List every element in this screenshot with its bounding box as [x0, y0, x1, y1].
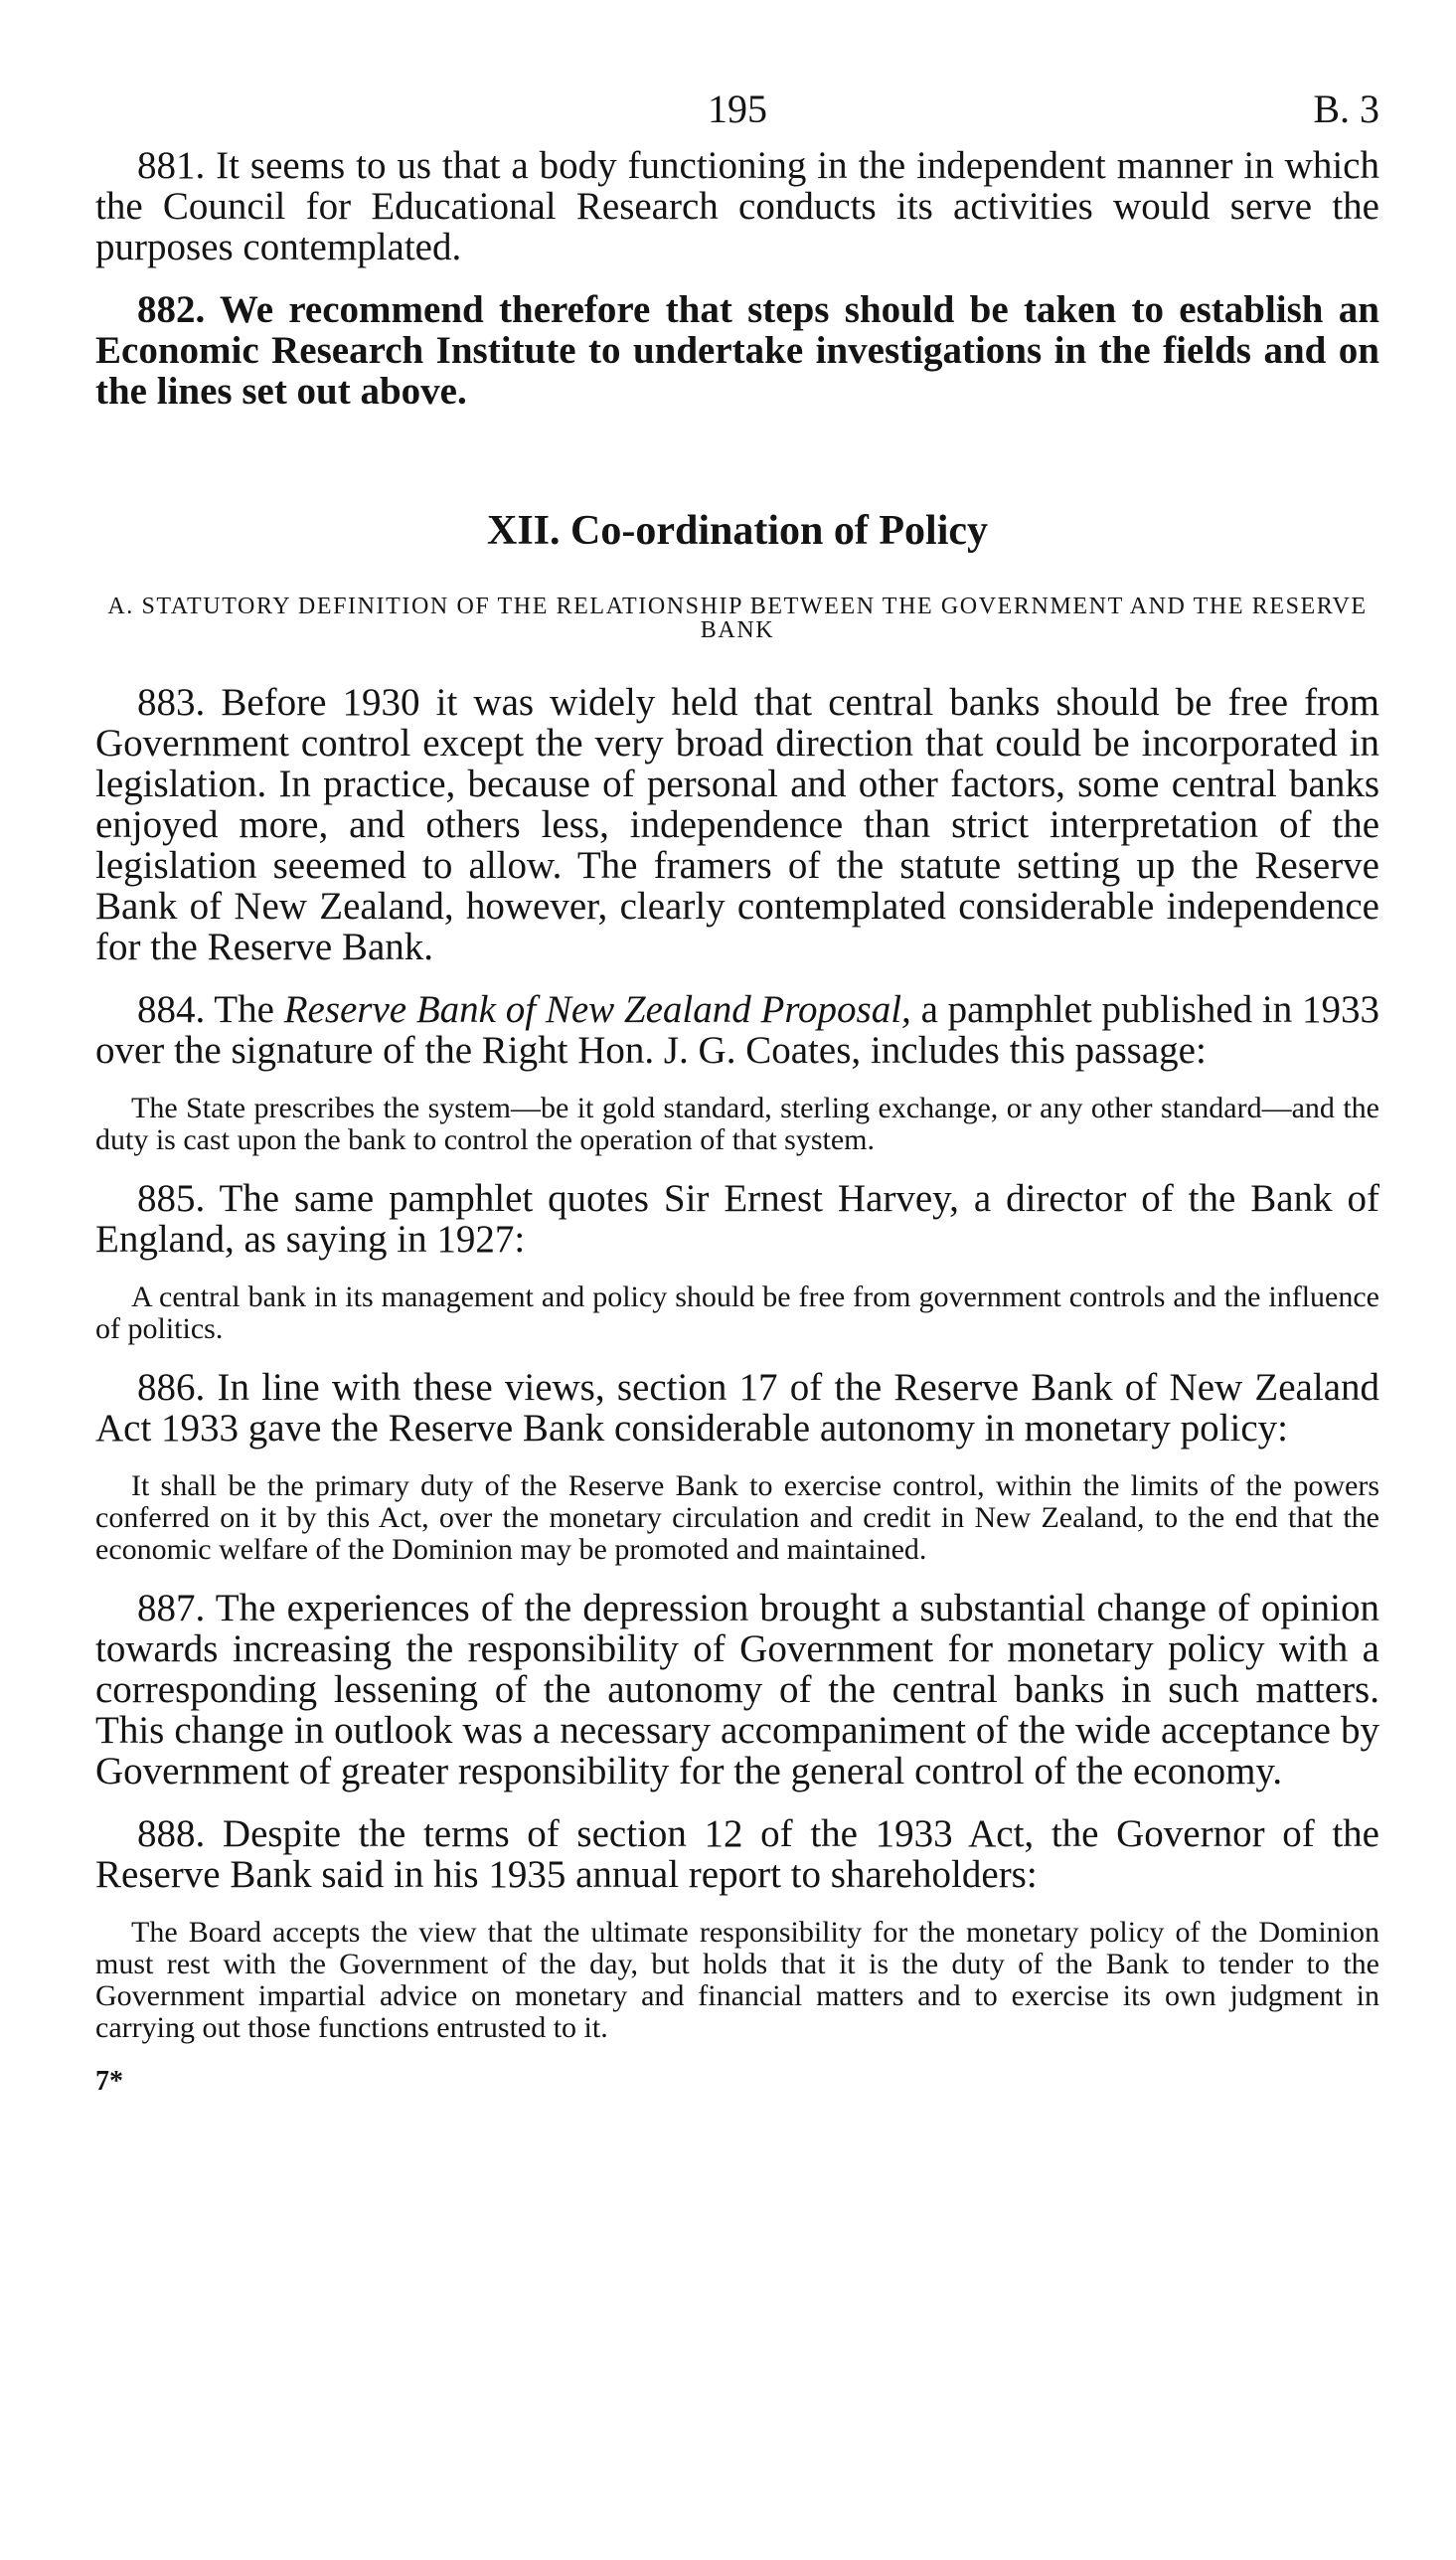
quote-888: The Board accepts the view that the ultimate responsibility for the monetary policy of the Dominion must rest with the Government of the day, but holds that it is the duty of the Bank to tender to the Government impartial advice on monetary and financial matters and to exercise its own judgment in carrying out those functions entrusted to it. [95, 1916, 1379, 2044]
page-number: 195 [708, 86, 767, 131]
paragraph-885: 885. The same pamphlet quotes Sir Ernest Harvey, a director of the Bank of England, as saying in 1927: [95, 1177, 1379, 1261]
pamphlet-title: Reserve Bank of New Zealand Proposal, [283, 988, 911, 1031]
paragraph-884 [95, 989, 1379, 1071]
document-page [95, 80, 1379, 2098]
paragraph-887: 887. The experiences of the depression brought a substantial change of opinion towards increasing the responsibility of Government for monetary policy with a corresponding lessening of the autonomy of the central banks in such matters. This change in outlook was a necessary accompaniment of the wide acceptance by Government of greater responsibility for the general control of the economy. [95, 1587, 1379, 1792]
section-title: XII. Co-ordination of Policy [487, 508, 988, 554]
paragraph-884-rest: a pamphlet published in 1933 over the signature of the Right Hon. J. G. Coates, includes this passage: [95, 988, 1379, 1072]
paragraph-888: 888. Despite the terms of section 12 of the 1933 Act, the Governor of the Reserve Bank said in his 1935 annual report to shareholders: [95, 1812, 1379, 1896]
page-header [95, 80, 1379, 145]
paragraph-883: 883. Before 1930 it was widely held that central banks should be free from Government control except the very broad direction that could be incorporated in legislation. In practice, because of personal and other factors, some central banks enjoyed more, and others less, independence than strict interpretation of the legislation seeemed to allow. The framers of the statute setting up the Reserve Bank of New Zealand, however, clearly contemplated considerable independence for the Reserve Bank. [95, 681, 1379, 968]
paragraph-881: 881. It seems to us that a body functioning in the independent manner in which the Council for Educational Research conducts its activities would serve the purposes contemplated. [95, 144, 1379, 268]
signature-mark: 7* [95, 2066, 123, 2097]
quote-884: The State prescribes the system—be it gold standard, sterling exchange, or any other standard—and the duty is cast upon the bank to control the operation of that system. [95, 1092, 1379, 1156]
paragraph-884-lead: 884. The [137, 988, 284, 1031]
paragraph-886: 886. In line with these views, section 17 of the Reserve Bank of New Zealand Act 1933 gave the Reserve Bank considerable autonomy in monetary policy: [95, 1366, 1379, 1450]
paragraph-882-recommendation: 882. We recommend therefore that steps should be taken to establish an Economic Research Institute to undertake investigations in the fields and on the lines set out above. [95, 288, 1379, 413]
document-reference: B. 3 [1313, 86, 1379, 131]
quote-886: It shall be the primary duty of the Reserve Bank to exercise control, within the limits of the powers conferred on it by this Act, over the monetary circulation and credit in New Zealand, to the end that the economic welfare of the Dominion may be promoted and maintained. [95, 1469, 1379, 1566]
section-subheading: A. STATUTORY DEFINITION OF THE RELATIONSHIP BETWEEN THE GOVERNMENT AND THE RESERVE BANK [107, 594, 1368, 643]
quote-885: A central bank in its management and policy should be free from government controls and the influence of politics. [95, 1280, 1379, 1345]
